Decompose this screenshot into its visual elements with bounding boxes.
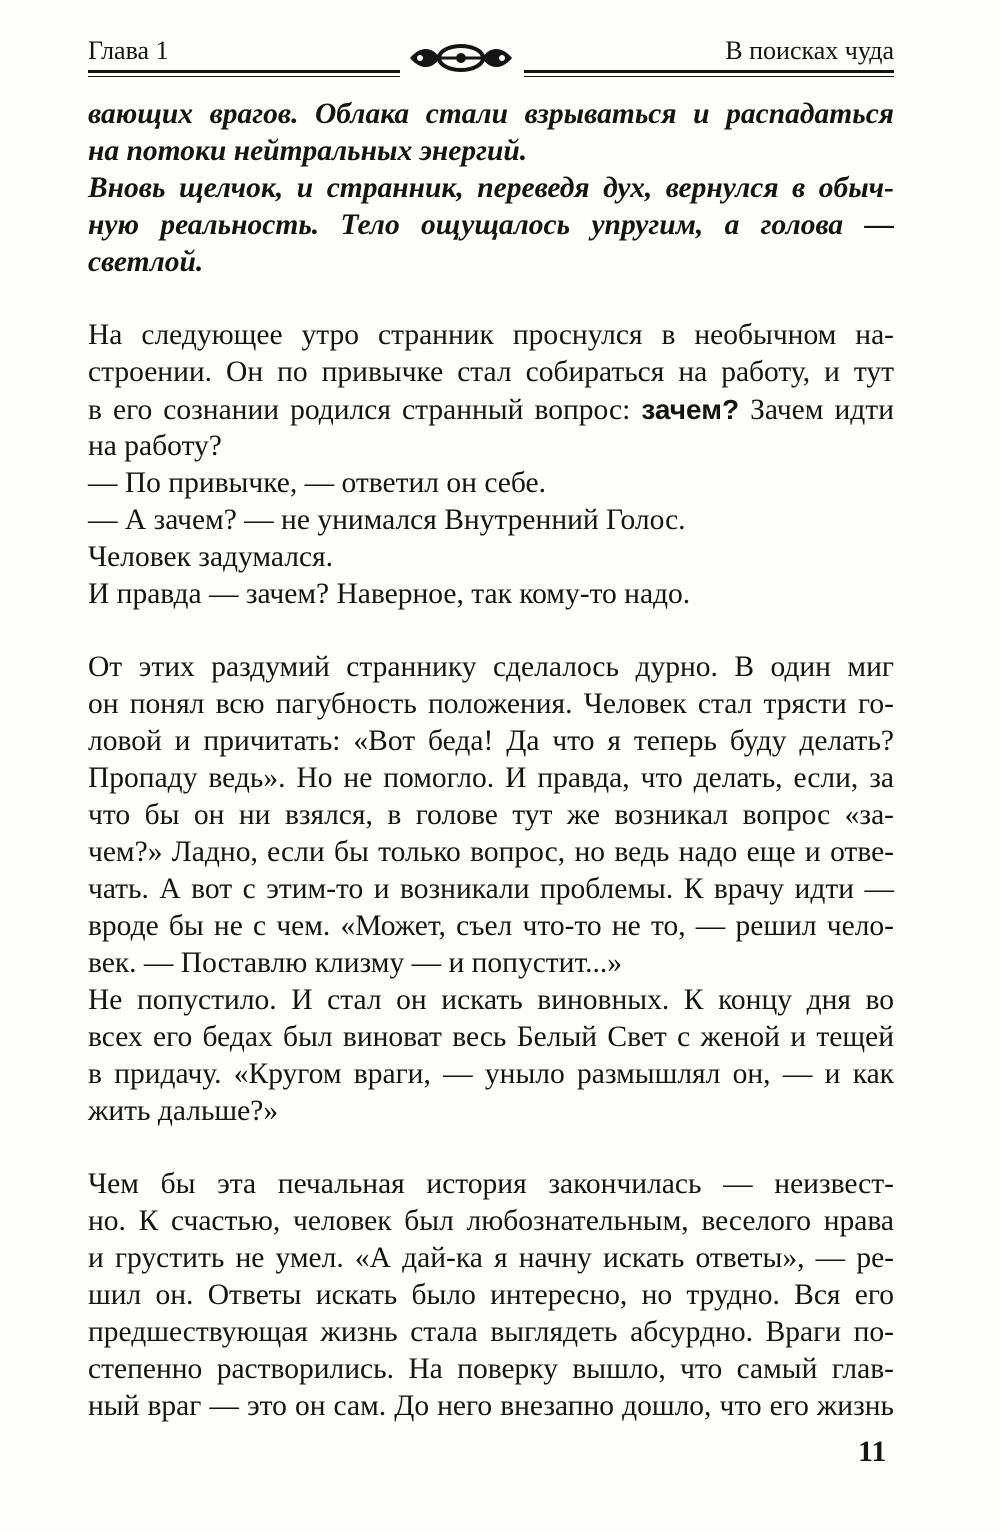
text-line: степенно растворились. На поверку вышло, что самый глав- [88,1353,894,1385]
text-line: жить дальше?» [88,1095,279,1127]
text-line: Вновь щелчок, и странник, переведя дух, вернулся в обыч- [88,172,894,204]
text-line: и грустить не умел. «А дай-ка я начну искать ответы», — ре- [88,1242,894,1274]
text-line: он понял всю пагубность положения. Человек стал трясти го- [88,688,894,720]
text-fragment: Зачем идти [739,394,894,426]
text-line: в придачу. «Кругом враги, — уныло размышлял он, — и как [88,1058,894,1090]
section-gap [88,1130,894,1166]
dialogue-block [88,465,894,613]
page-number: 11 [858,1435,887,1468]
paragraph-italic-2 [88,170,894,281]
text-line: — А зачем? — не унимался Внутренний Голос. [88,504,686,536]
chapter-label: Глава 1 [88,36,169,65]
body-text [88,96,894,1425]
text-line: Человек задумался. [88,541,333,573]
text-line: шил он. Ответы искать было интересно, но трудно. Вся его [88,1279,894,1311]
text-line: вающих врагов. Облака стали взрываться и распадаться [88,98,894,130]
text-line-with-emphasis [88,391,894,428]
header-rule-left [88,70,400,73]
paragraph-6 [88,982,894,1130]
text-line: вроде бы не с чем. «Может, съел что-то не то, — решил чело- [88,910,894,942]
text-line: Пропаду ведь». Но не помогло. И правда, что делать, если, за [88,762,894,794]
running-head [88,30,894,80]
text-line: всех его бедах был виноват весь Белый Свет с женой и тещей [88,1021,894,1053]
text-line: ный враг — это он сам. До него внезапно дошло, что его жизнь [88,1390,894,1422]
text-line: но. К счастью, человек был любознательным, веселого нрава [88,1205,894,1237]
emphasis-word: зачем? [641,394,740,425]
section-gap [88,613,894,649]
paragraph-7 [88,1166,894,1425]
text-line: век. — Поставлю клизму — и попустит...» [88,947,623,979]
header-rule-right-thin [524,76,894,77]
text-line: светлой. [88,246,204,278]
header-rule-left-thin [88,76,400,77]
text-line: предшествующая жизнь стала выглядеть абсурдно. Враги по- [88,1316,894,1348]
section-gap [88,281,894,317]
text-line: на потоки нейтральных энергий. [88,135,528,167]
text-line: ную реальность. Тело ощущалось упругим, а голова — [88,209,894,241]
paragraph-3 [88,317,894,465]
text-fragment: в его сознании родился странный вопрос: [88,394,642,426]
header-rule-right [524,70,894,73]
text-line: чать. А вот с этим-то и возникали проблемы. К врачу идти — [88,873,894,905]
text-line: От этих раздумий страннику сделалось дурно. В один миг [88,651,894,683]
text-line: Чем бы эта печальная история закончилась — неизвест- [88,1168,894,1200]
text-line: на работу? [88,430,222,462]
text-line: На следующее утро странник проснулся в необычном на- [88,319,894,351]
text-line: ловой и причитать: «Вот беда! Да что я теперь буду делать? [88,725,894,757]
text-line: И правда — зачем? Наверное, так кому-то надо. [88,578,691,610]
text-line: строении. Он по привычке стал собираться на работу, и тут [88,356,894,388]
text-line: чем?» Ладно, если бы только вопрос, но ведь надо еще и отве- [88,836,894,868]
paragraph-5 [88,649,894,982]
book-title: В поисках чуда [725,36,894,65]
paragraph-italic-1 [88,96,894,170]
text-line: — По привычке, — ответил он себе. [88,467,546,499]
text-line: что бы он ни взялся, в голове тут же возникал вопрос «за- [88,799,894,831]
decorative-ornament-icon [406,38,516,78]
text-line: Не попустило. И стал он искать виновных. К концу дня во [88,984,894,1016]
